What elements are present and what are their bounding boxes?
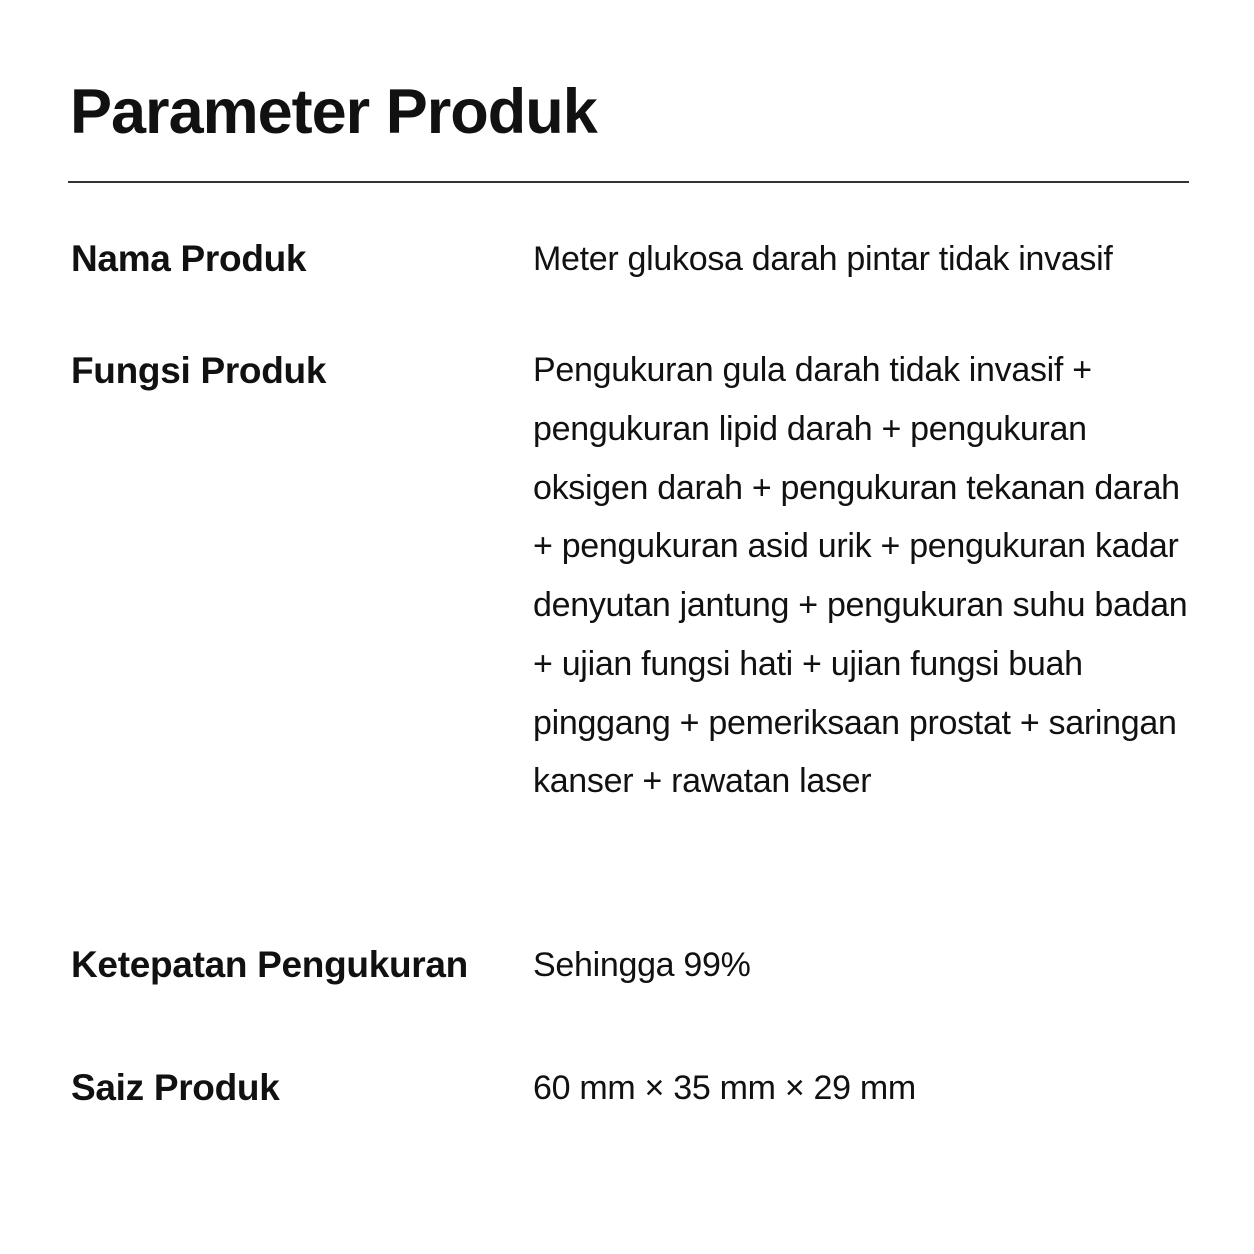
page-title: Parameter Produk [70,77,597,147]
spec-label: Nama Produk [71,238,307,279]
spec-value: Pengukuran gula darah tidak invasif + pengukuran lipid darah + pengukuran oksigen darah + pengukuran tekanan darah + pengukuran asid urik + pengukuran kadar denyutan jantung + pengukuran suhu badan + ujian fungsi hati + ujian fungsi buah pinggang + pemeriksaan prostat + saringan kanser + rawatan laser [533,351,1188,801]
spec-label: Fungsi Produk [71,350,327,391]
spec-label: Ketepatan Pengukuran [71,944,468,985]
title-divider [68,181,1189,183]
spec-value: Meter glukosa darah pintar tidak invasif [533,240,1113,278]
spec-value: Sehingga 99% [533,946,751,984]
spec-value: 60 mm × 35 mm × 29 mm [533,1069,916,1107]
spec-label: Saiz Produk [71,1067,280,1108]
